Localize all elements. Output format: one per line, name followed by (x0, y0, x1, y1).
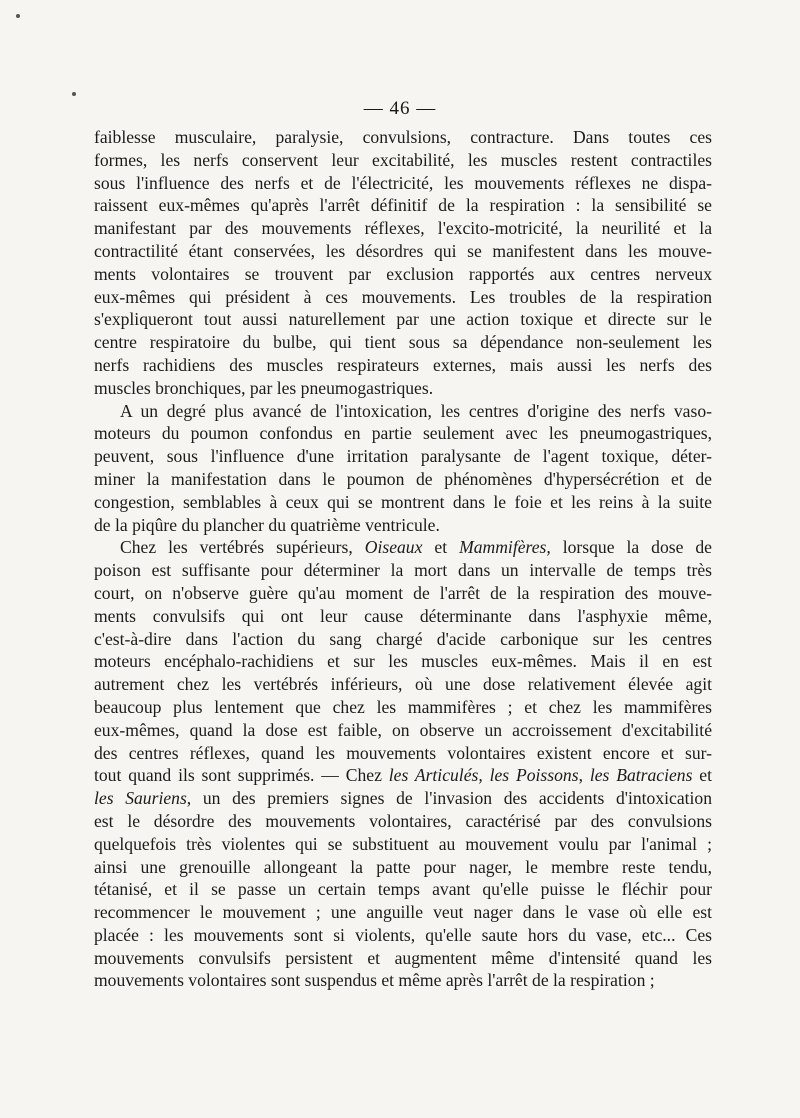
text-line: Chez les vertébrés supérieurs, Oiseaux et Mammifères, lorsque la dose de (120, 537, 712, 558)
text-line: eux-mêmes qui président à ces mouvements. Les troubles de la respiration (94, 286, 712, 307)
text-line: contractilité étant conservées, les désordres qui se manifestent dans les mouve- (94, 240, 712, 261)
text-line: congestion, semblables à ceux qui se montrent dans le foie et les reins à la suite (94, 491, 712, 512)
text-line: les Sauriens, un des premiers signes de l'invasion des accidents d'intoxication (94, 788, 712, 809)
text-line: tétanisé, et il se passe un certain temps avant qu'elle puisse le fléchir pour (94, 879, 712, 900)
text-line: miner la manifestation dans le poumon de phénomènes d'hypersécrétion et de (94, 468, 712, 489)
text-line: eux-mêmes, quand la dose est faible, on observe un accroissement d'excitabilité (94, 719, 712, 740)
text-line: mouvements convulsifs persistent et augmentent même d'intensité quand les (94, 947, 712, 968)
text-line: placée : les mouvements sont si violents, qu'elle saute hors du vase, etc... Ces (94, 924, 712, 945)
text-line: manifestant par des mouvements réflexes, l'excito-motricité, la neurilité et la (94, 218, 712, 239)
text-line: sous l'influence des nerfs et de l'électricité, les mouvements réflexes ne dispa- (94, 172, 712, 193)
text-line: poison est suffisante pour déterminer la mort dans un intervalle de temps très (94, 560, 712, 581)
body-text (94, 126, 712, 992)
text-line: ainsi une grenouille allongeant la patte pour nager, le membre reste tendu, (94, 856, 712, 877)
text-line: mouvements volontaires sont suspendus et même après l'arrêt de la respiration ; (94, 970, 655, 991)
paragraph (94, 400, 712, 537)
text-line: A un degré plus avancé de l'intoxication, les centres d'origine des nerfs vaso- (120, 400, 712, 421)
text-line: s'expliqueront tout aussi naturellement par une action toxique et directe sur le (94, 309, 712, 330)
scan-speck (72, 92, 76, 96)
text-line: de la piqûre du plancher du quatrième ventricule. (94, 514, 440, 535)
text-line: ments volontaires se trouvent par exclusion rapportés aux centres nerveux (94, 263, 712, 284)
text-line: c'est-à-dire dans l'action du sang chargé d'acide carbonique sur les centres (94, 628, 712, 649)
text-line: recommencer le mouvement ; une anguille veut nager dans le vase où elle est (94, 902, 712, 923)
text-line: muscles bronchiques, par les pneumogastriques. (94, 377, 434, 398)
page-number: — 46 — (363, 98, 437, 119)
italic-term: Oiseaux (364, 537, 423, 558)
italic-term: les Batraciens (589, 765, 693, 786)
text-line: autrement chez les vertébrés inférieurs, où une dose relativement élevée agit (94, 674, 712, 695)
text-line: moteurs encéphalo-rachidiens et sur les muscles eux-mêmes. Mais il en est (94, 651, 712, 672)
text-line: moteurs du poumon confondus en partie seulement avec les pneumogastriques, (94, 423, 712, 444)
scan-speck (16, 14, 20, 18)
text-line: peuvent, sous l'influence d'une irritation paralysante de l'agent toxique, déter- (94, 446, 712, 467)
text-line: tout quand ils sont supprimés. — Chez les Articulés, les Poissons, les Batraciens et (94, 765, 712, 786)
text-line: nerfs rachidiens des muscles respirateurs externes, mais aussi les nerfs des (94, 354, 712, 375)
text-line: court, on n'observe guère qu'au moment de l'arrêt de la respiration des mouve- (94, 582, 712, 603)
text-line: quelquefois très violentes qui se substituent au mouvement voulu par l'animal ; (94, 833, 712, 854)
paragraph (94, 126, 712, 400)
italic-term: Mammifères, (459, 537, 551, 558)
text-line: raissent eux-mêmes qu'après l'arrêt définitif de la respiration : la sensibilité se (94, 195, 712, 216)
text-line: ments convulsifs qui ont leur cause déterminante dans l'asphyxie même, (94, 605, 712, 626)
text-line: formes, les nerfs conservent leur excitabilité, les muscles restent contractiles (94, 149, 712, 170)
text-line: centre respiratoire du bulbe, qui tient sous sa dépendance non-seulement les (94, 332, 712, 353)
text-line: faiblesse musculaire, paralysie, convulsions, contracture. Dans toutes ces (94, 127, 712, 147)
text-line: des centres réflexes, quand les mouvements volontaires existent encore et sur- (94, 742, 712, 763)
text-line: est le désordre des mouvements volontaires, caractérisé par des convulsions (94, 810, 712, 831)
italic-term: les Sauriens (94, 788, 187, 809)
text-line: beaucoup plus lentement que chez les mammifères ; et chez les mammifères (94, 696, 712, 717)
paragraph (94, 536, 712, 992)
italic-term: les Articulés, les Poissons (388, 765, 579, 786)
